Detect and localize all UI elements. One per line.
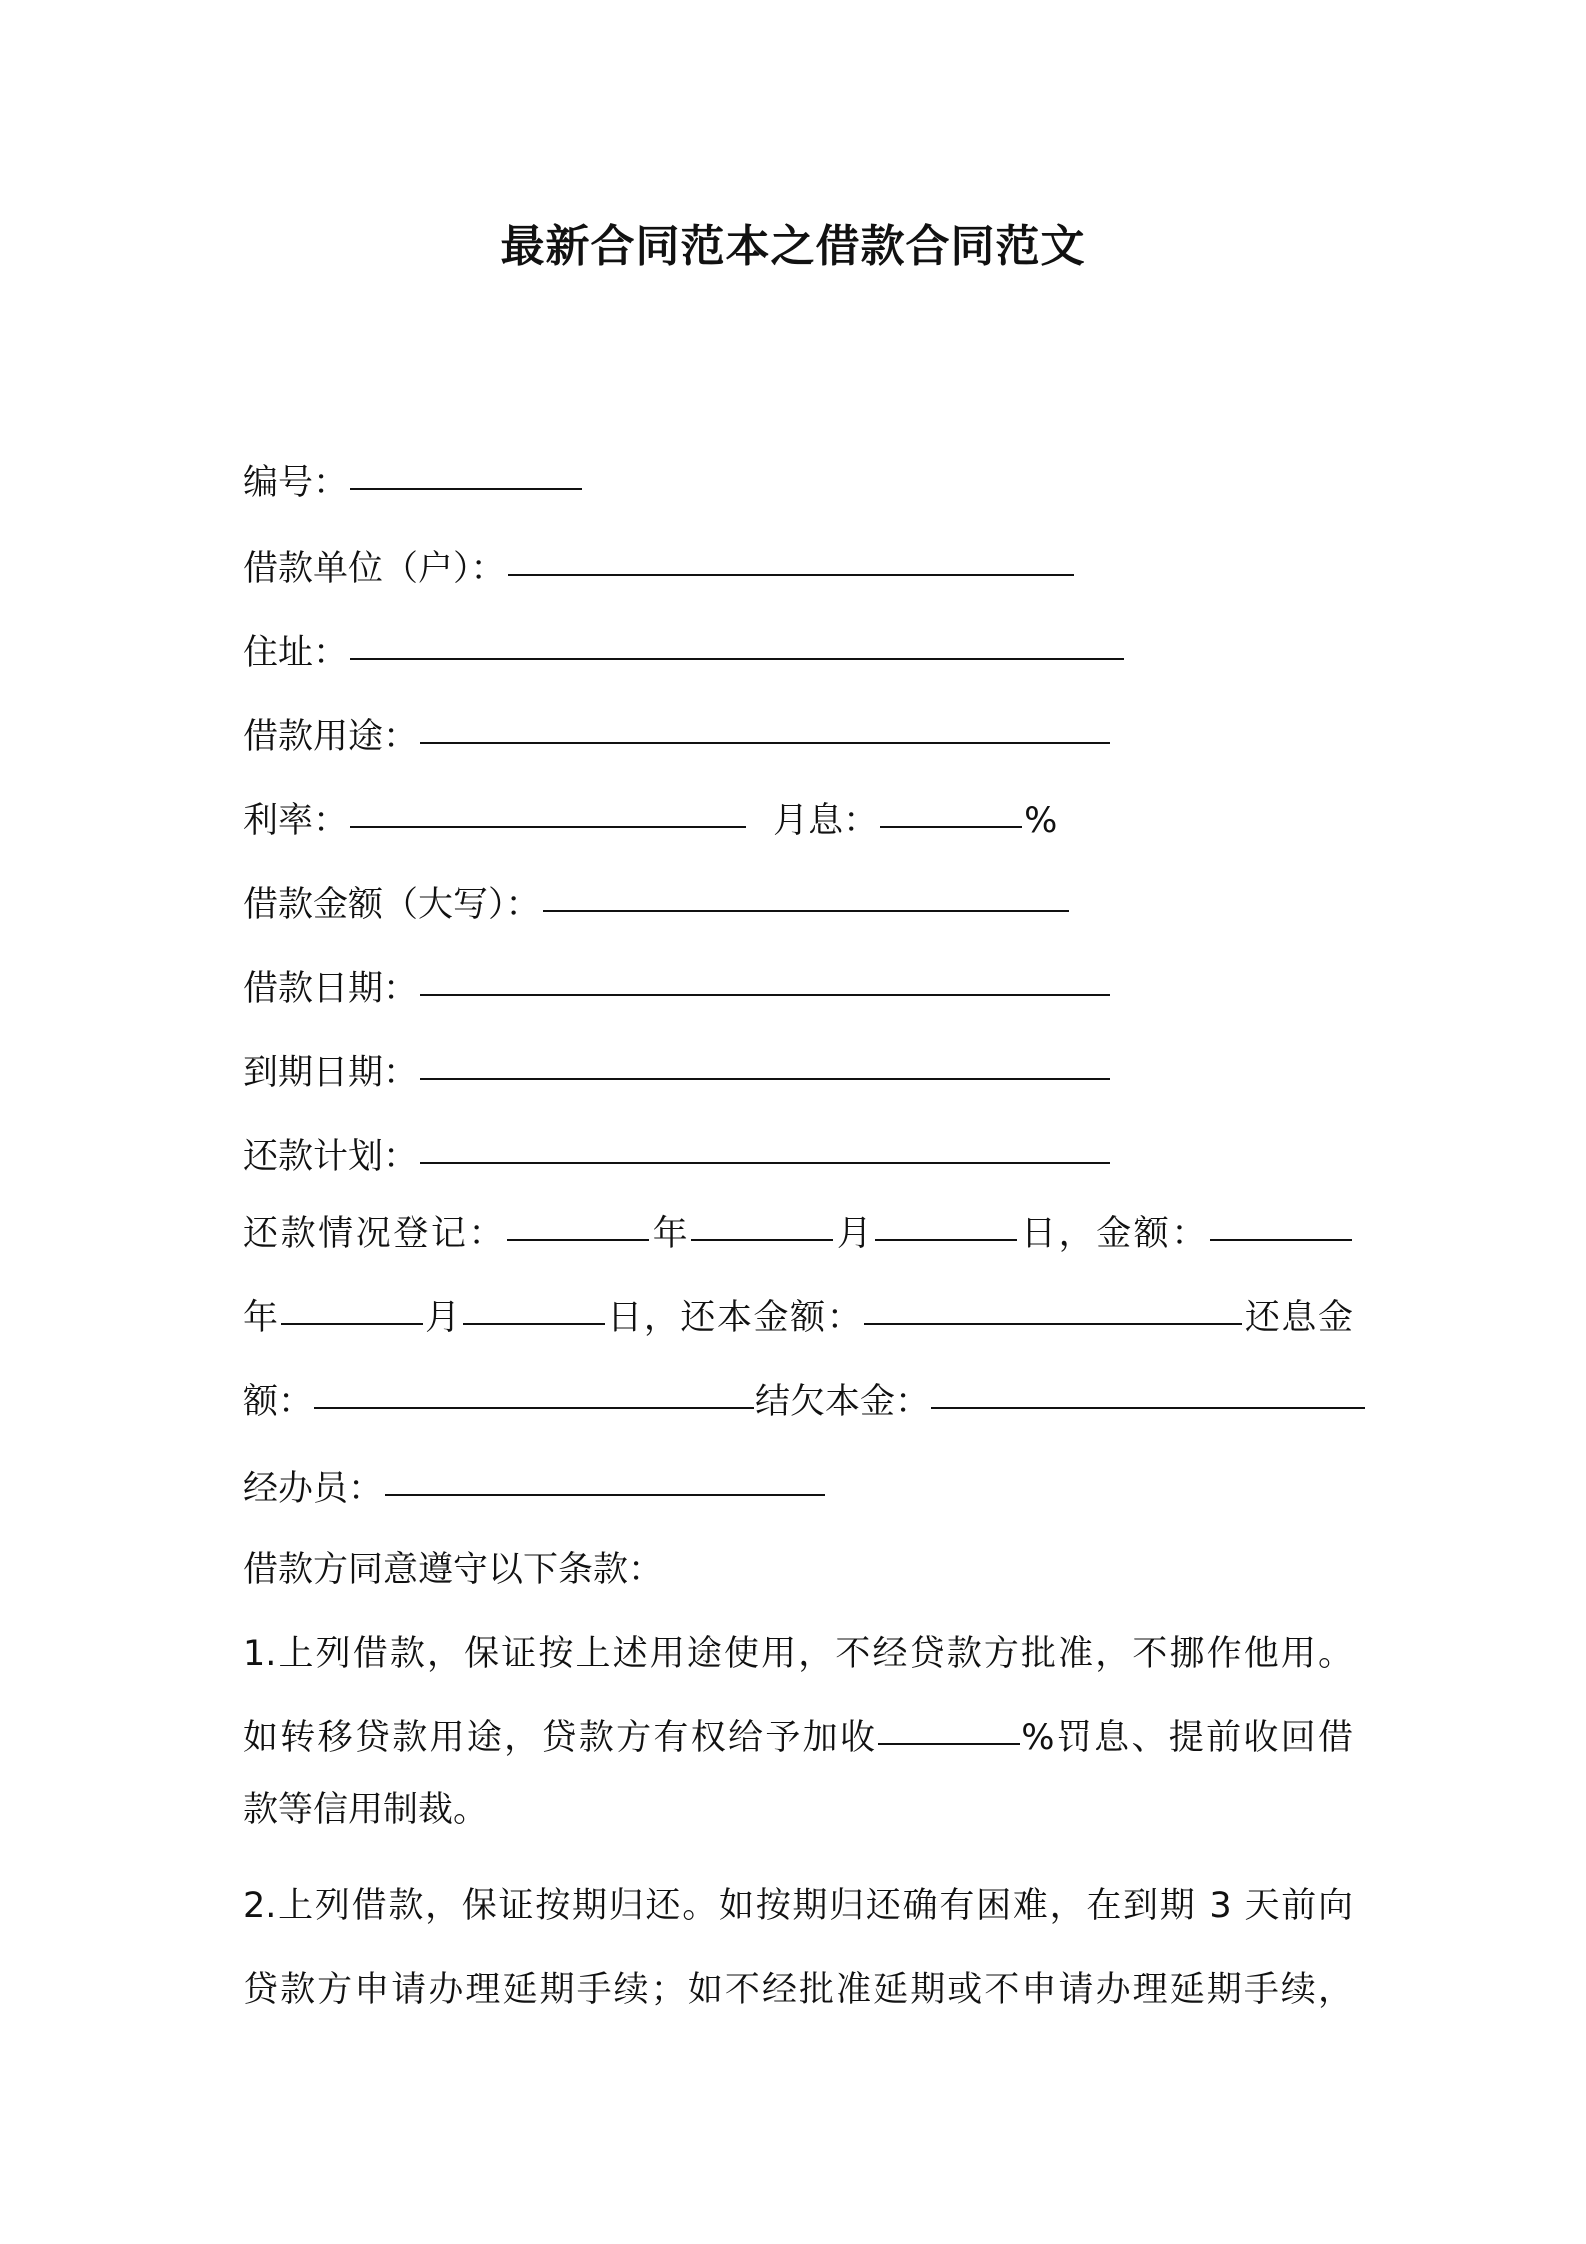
address-label: 住址： xyxy=(243,633,349,673)
purpose-blank[interactable] xyxy=(420,706,1110,744)
record-row-3 xyxy=(243,1360,1353,1444)
penalty-rate-blank[interactable] xyxy=(878,1707,1020,1745)
clause-1-text-2b: %罚息、提前收回借 xyxy=(1021,1718,1353,1758)
record-interest-blank[interactable] xyxy=(314,1371,754,1409)
due-date-field xyxy=(243,1042,1112,1098)
record-blank-4[interactable] xyxy=(281,1287,423,1325)
record-month-1: 月 xyxy=(834,1214,875,1254)
record-amount-blank[interactable] xyxy=(1210,1203,1352,1241)
amount-field xyxy=(243,874,1071,930)
record-principal-blank[interactable] xyxy=(864,1287,1242,1325)
record-owed-label: 结欠本金： xyxy=(755,1382,931,1422)
repayment-record xyxy=(243,1192,1353,1444)
number-label: 编号： xyxy=(243,463,349,503)
monthly-percent: % xyxy=(1024,801,1058,841)
borrower-field xyxy=(243,538,1076,594)
amount-blank[interactable] xyxy=(543,874,1069,912)
record-blank-2[interactable] xyxy=(691,1203,833,1241)
borrower-label: 借款单位（户）： xyxy=(243,549,506,589)
rate-blank[interactable] xyxy=(350,790,746,828)
due-date-blank[interactable] xyxy=(420,1042,1110,1080)
plan-label: 还款计划： xyxy=(243,1137,419,1177)
record-blank-1[interactable] xyxy=(507,1203,649,1241)
loan-date-field xyxy=(243,958,1112,1014)
clause-2-text-1: 2.上列借款，保证按期归还。如按期归还确有困难，在到期 3 天前向 xyxy=(243,1886,1353,1926)
record-row-1 xyxy=(243,1192,1353,1276)
loan-date-label: 借款日期： xyxy=(243,969,419,1009)
record-day-principal: 日，还本金额： xyxy=(605,1298,864,1338)
borrower-blank[interactable] xyxy=(508,538,1074,576)
clause-1-text-1: 1.上列借款，保证按上述用途使用，不经贷款方批准，不挪作他用。 xyxy=(243,1634,1353,1674)
record-row-2 xyxy=(243,1276,1353,1360)
address-blank[interactable] xyxy=(350,622,1124,660)
record-blank-3[interactable] xyxy=(875,1203,1017,1241)
rate-label: 利率： xyxy=(243,801,349,841)
purpose-field xyxy=(243,706,1112,762)
clause-1 xyxy=(243,1612,1353,1780)
number-blank[interactable] xyxy=(350,452,582,490)
clause-2-text-2: 贷款方申请办理延期手续；如不经批准延期或不申请办理延期手续， xyxy=(243,1970,1353,2010)
clause-1-line-1 xyxy=(243,1612,1353,1696)
rate-field xyxy=(243,790,1057,846)
plan-blank[interactable] xyxy=(420,1126,1110,1164)
document-title: 最新合同范本之借款合同范文 xyxy=(500,221,1086,272)
record-label: 还款情况登记： xyxy=(243,1214,507,1254)
clause-2 xyxy=(243,1864,1353,2032)
address-field xyxy=(243,622,1126,678)
record-owed-blank[interactable] xyxy=(931,1371,1365,1409)
plan-field xyxy=(243,1126,1112,1182)
clause-1-line-3: 款等信用制裁。 xyxy=(243,1790,489,1830)
record-interest-b: 额： xyxy=(243,1382,314,1422)
clause-2-line-2 xyxy=(243,1948,1353,2032)
clause-1-text-2a: 如转移贷款用途，贷款方有权给予加收 xyxy=(243,1718,878,1758)
amount-label: 借款金额（大写）： xyxy=(243,885,541,925)
handler-blank[interactable] xyxy=(385,1458,825,1496)
clause-1-line-2 xyxy=(243,1696,1353,1780)
clause-2-line-1 xyxy=(243,1864,1353,1948)
due-date-label: 到期日期： xyxy=(243,1053,419,1093)
record-interest-a: 还息金 xyxy=(1243,1298,1353,1338)
number-field xyxy=(243,452,584,508)
handler-label: 经办员： xyxy=(243,1469,384,1509)
record-year-2: 年 xyxy=(243,1298,280,1338)
record-blank-5[interactable] xyxy=(463,1287,605,1325)
purpose-label: 借款用途： xyxy=(243,717,419,757)
record-month-2: 月 xyxy=(423,1298,462,1338)
loan-date-blank[interactable] xyxy=(420,958,1110,996)
terms-intro: 借款方同意遵守以下条款： xyxy=(243,1550,664,1590)
monthly-blank[interactable] xyxy=(880,790,1022,828)
handler-field xyxy=(243,1458,827,1514)
record-year-1: 年 xyxy=(650,1214,691,1254)
monthly-label: 月息： xyxy=(773,801,879,841)
record-day-amount: 日，金额： xyxy=(1018,1214,1209,1254)
